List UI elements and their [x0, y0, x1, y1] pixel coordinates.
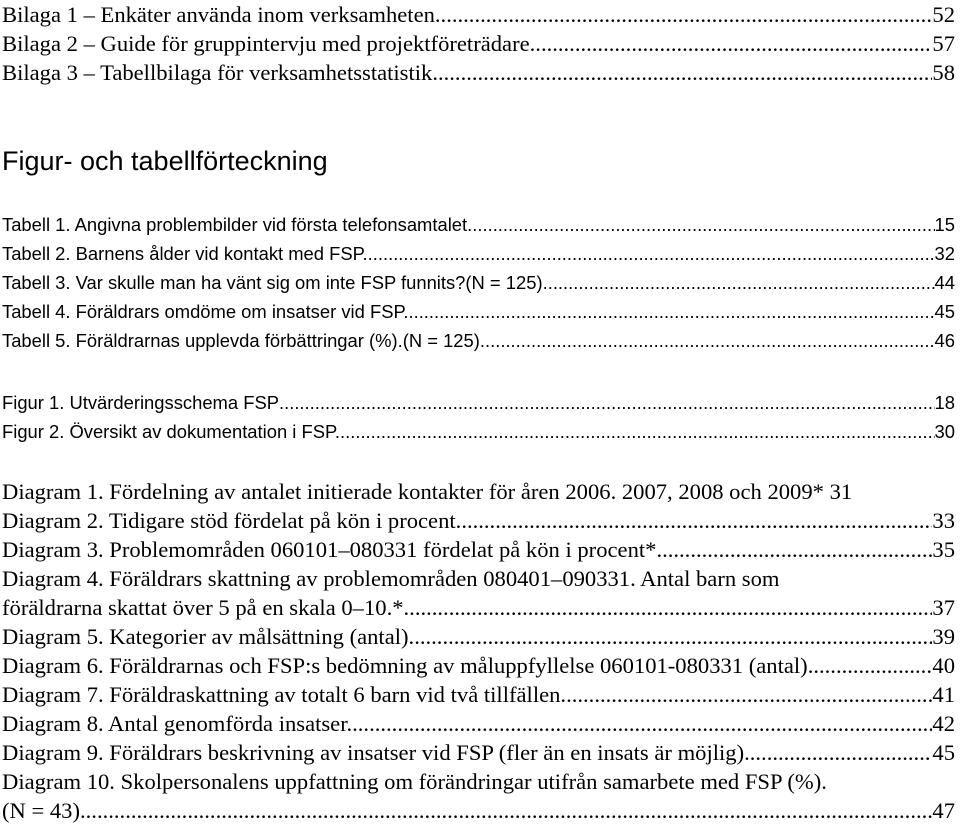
dot-leader [435, 0, 933, 29]
toc-entry-page: 45 [932, 740, 955, 765]
dot-leader [750, 738, 933, 767]
dot-leader [480, 326, 935, 355]
toc-entry-page: 45 [934, 301, 955, 322]
toc-entry-label: Figur 1. Utvärderingsschema FSP [2, 392, 279, 413]
toc-entry-label: Diagram 6. Föräldrarnas och FSP:s bedömning av måluppfyllelse 060101-080331 (antal) [2, 653, 808, 678]
dot-leader [340, 417, 935, 446]
toc-entry-label: Diagram 9. Föräldrars beskrivning av insatser vid FSP (fler än en insats är möjlig). [2, 740, 750, 765]
toc-entry-label: Bilaga 1 – Enkäter använda inom verksamheten [2, 2, 435, 27]
toc-entry-label: Diagram 8. Antal genomförda insatser. [2, 711, 353, 736]
section-heading: Figur- och tabellförteckning [2, 146, 328, 176]
diagram-list [2, 477, 955, 825]
toc-entry-label: Diagram 5. Kategorier av målsättning (antal) [2, 624, 409, 649]
toc-entry-label: Bilaga 2 – Guide för gruppintervju med projektföreträdare [2, 31, 530, 56]
dot-leader [404, 593, 933, 622]
toc-entry-page: 42 [932, 711, 955, 736]
dot-leader [279, 388, 935, 417]
toc-entry-tabell-4[interactable] [2, 297, 955, 326]
toc-entry-diagram-9[interactable] [2, 738, 955, 767]
dot-leader [368, 239, 935, 268]
toc-entry-diagram-10-continued[interactable] [2, 796, 955, 825]
dot-leader [408, 297, 934, 326]
toc-entry-page: 33 [932, 508, 955, 533]
toc-entry-bilaga-3[interactable] [2, 58, 955, 87]
toc-entry-figur-1[interactable] [2, 388, 955, 417]
toc-entry-bilaga-2[interactable] [2, 29, 955, 58]
toc-entry-label: Figur 2. Översikt av dokumentation i FSP. [2, 421, 340, 442]
dot-leader [80, 796, 932, 825]
dot-leader [352, 709, 932, 738]
toc-entry-label: (N = 43) [2, 798, 80, 823]
toc-entry-diagram-5[interactable] [2, 622, 955, 651]
toc-entry-page: 52 [932, 2, 955, 27]
dot-leader [432, 58, 932, 87]
toc-entry-page: 30 [934, 421, 955, 442]
toc-entry-bilaga-1[interactable] [2, 0, 955, 29]
toc-entry-page: 15 [934, 214, 955, 235]
toc-entry-diagram-4[interactable]: Diagram 4. Föräldrars skattning av problemområden 080401–090331. Antal barn som [2, 566, 780, 591]
toc-entry-page: 18 [934, 392, 955, 413]
toc-entry-figur-2[interactable] [2, 417, 955, 446]
appendix-list [2, 0, 955, 87]
dot-leader [543, 268, 935, 297]
toc-entry-tabell-2[interactable] [2, 239, 955, 268]
figure-list [2, 388, 955, 446]
toc-entry-label: Diagram 3. Problemområden 060101–080331 fördelat på kön i procent* [2, 537, 657, 562]
toc-entry-label: Bilaga 3 – Tabellbilaga för verksamhetsstatistik [2, 60, 433, 85]
toc-entry-page: 40 [932, 653, 955, 678]
toc-entry-page: 44 [934, 272, 955, 293]
toc-entry-label: Tabell 2. Barnens ålder vid kontakt med FSP. [2, 243, 368, 264]
toc-entry-label: Tabell 1. Angivna problembilder vid första telefonsamtalet [2, 214, 468, 235]
toc-entry-label: Diagram 2. Tidigare stöd fördelat på kön i procent. [2, 508, 462, 533]
dot-leader [808, 651, 933, 680]
toc-entry-label: Tabell 5. Föräldrarnas upplevda förbättringar (%).(N = 125) [2, 330, 480, 351]
toc-entry-diagram-4-continued[interactable] [2, 593, 955, 622]
toc-entry-diagram-1[interactable]: Diagram 1. Fördelning av antalet initierade kontakter för åren 2006. 2007, 2008 och 2009* 31 [2, 479, 853, 504]
dot-leader [566, 680, 932, 709]
toc-entry-label: Diagram 7. Föräldraskattning av totalt 6 barn vid två tillfällen. [2, 682, 567, 707]
toc-entry-label: Tabell 3. Var skulle man ha vänt sig om inte FSP funnits?(N = 125) [2, 272, 543, 293]
toc-entry-diagram-2[interactable] [2, 506, 955, 535]
toc-entry-page: 32 [934, 243, 955, 264]
toc-entry-page: 35 [932, 537, 955, 562]
toc-entry-tabell-1[interactable] [2, 210, 955, 239]
dot-leader [461, 506, 932, 535]
toc-entry-label: föräldrarna skattat över 5 på en skala 0–10.* [2, 595, 404, 620]
toc-entry-diagram-3[interactable] [2, 535, 955, 564]
toc-entry-page: 58 [932, 60, 955, 85]
toc-entry-diagram-8[interactable] [2, 709, 955, 738]
toc-entry-page: 47 [932, 798, 955, 823]
dot-leader [409, 622, 933, 651]
dot-leader [467, 210, 934, 239]
toc-entry-page: 46 [934, 330, 955, 351]
toc-entry-diagram-6[interactable] [2, 651, 955, 680]
toc-entry-page: 39 [932, 624, 955, 649]
toc-entry-page: 57 [932, 31, 955, 56]
dot-leader [530, 29, 933, 58]
toc-entry-label: Tabell 4. Föräldrars omdöme om insatser vid FSP. [2, 301, 409, 322]
toc-entry-diagram-7[interactable] [2, 680, 955, 709]
toc-entry-tabell-5[interactable] [2, 326, 955, 355]
toc-entry-diagram-10[interactable]: Diagram 10. Skolpersonalens uppfattning om förändringar utifrån samarbete med FSP (%). [2, 769, 827, 794]
toc-entry-tabell-3[interactable] [2, 268, 955, 297]
table-list [2, 210, 955, 355]
toc-entry-page: 41 [932, 682, 955, 707]
toc-entry-page: 37 [932, 595, 955, 620]
dot-leader [656, 535, 932, 564]
